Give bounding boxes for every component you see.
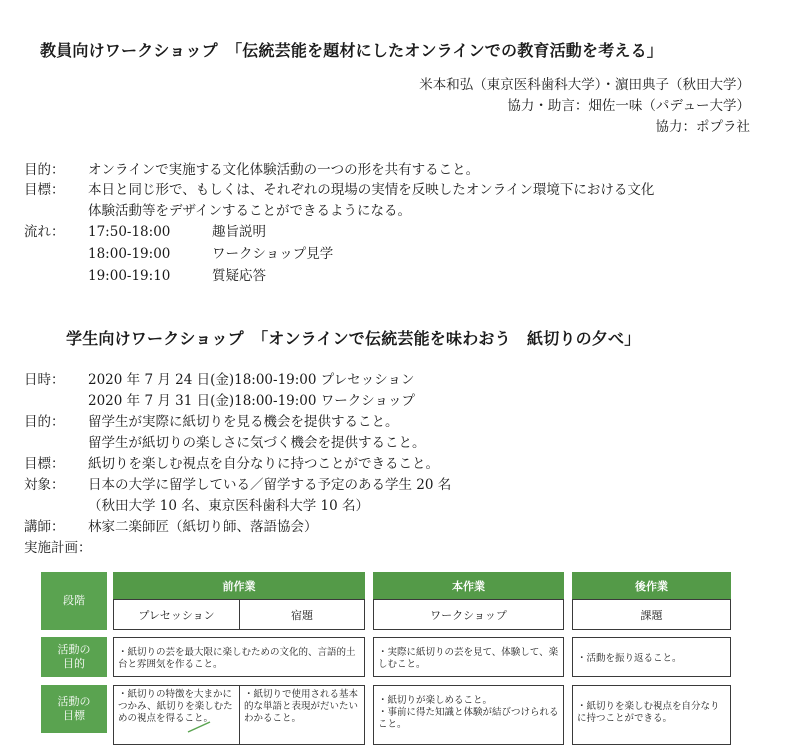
flow-item-3: 質疑応答: [212, 268, 266, 284]
annotation-arrow: [180, 720, 220, 733]
homework-cell: 宿題: [239, 599, 365, 630]
target-2: （秋田大学 10 名、東京医科歯科大学 10 名）: [88, 498, 370, 514]
purpose-pre-text: ・紙切りの芸を最大限に楽しむための文化的、言語的土台と雰囲気を作ること。: [118, 647, 356, 670]
student-goal-label: 目標：: [24, 456, 65, 472]
advisor: 協力・助言：畑佐一味（パデュー大学）: [507, 98, 750, 114]
date-2: 2020 年 7 月 31 日(金)18:00-19:00 ワークショップ: [88, 393, 416, 409]
goal-pre-text-1: ・紙切りの特徴を大まかにつかみ、紙切りを楽しむための視点を得ること。: [118, 689, 233, 724]
teacher-workshop-title: 教員向けワークショップ 「伝統芸能を題材にしたオンラインでの教育活動を考える」: [40, 41, 664, 60]
target-1: 日本の大学に留学している／留学する予定のある学生 20 名: [88, 477, 452, 493]
goal-pre-cell-2: [239, 685, 365, 745]
student-purpose-label: 目的：: [24, 414, 65, 430]
goal-main-text-1: ・紙切りが楽しめること。: [378, 695, 493, 706]
student-workshop-title: 学生向けワークショップ 「オンラインで伝統芸能を味わおう 紙切りの夕べ」: [66, 329, 641, 348]
pre-work-header: 前作業: [113, 572, 365, 599]
goal-post-text: ・紙切りを楽しむ視点を自分なりに持つことができる。: [577, 701, 720, 724]
flow-label: 流れ：: [24, 224, 65, 240]
plan-label: 実施計画：: [24, 540, 92, 556]
presession-cell: プレセッション: [113, 599, 240, 630]
activity-goal-label: 活動の目標: [41, 685, 107, 733]
teacher-purpose-label: 目的：: [24, 162, 65, 178]
goal-pre-text-2: ・紙切りで使用される基本的な単語と表現がだいたいわかること。: [244, 689, 359, 724]
flow-time-1: 17:50-18:00: [88, 224, 171, 240]
purpose-main-text: ・実際に紙切りの芸を見て、体験して、楽しむこと。: [378, 647, 559, 670]
student-goal: 紙切りを楽しむ視点を自分なりに持つことができること。: [88, 456, 439, 472]
student-purpose-1: 留学生が実際に紙切りを見る機会を提供すること。: [88, 414, 399, 430]
date-label: 日時：: [24, 372, 65, 388]
cooperation: 協力：ポプラ社: [655, 119, 750, 135]
teacher-purpose: オンラインで実施する文化体験活動の一つの形を共有すること。: [88, 162, 480, 178]
purpose-main-cell: [373, 637, 564, 677]
teacher-goal-line2: 体験活動等をデザインすることができるようになる。: [88, 203, 412, 219]
student-purpose-2: 留学生が紙切りの楽しさに気づく機会を提供すること。: [88, 435, 426, 451]
purpose-post-cell: [572, 637, 731, 677]
flow-time-3: 19:00-19:10: [88, 268, 171, 284]
main-work-header: 本作業: [373, 572, 564, 599]
target-label: 対象：: [24, 477, 65, 493]
assignment-cell: 課題: [572, 599, 731, 630]
date-1: 2020 年 7 月 24 日(金)18:00-19:00 プレセッション: [88, 372, 415, 388]
goal-pre-cell-1: [113, 685, 240, 745]
goal-main-cell: [373, 685, 564, 745]
flow-item-1: 趣旨説明: [212, 224, 266, 240]
teacher-goal-line1: 本日と同じ形で、もしくは、それぞれの現場の実情を反映したオンライン環境下における文化: [88, 182, 655, 198]
teacher-goal-label: 目標：: [24, 182, 65, 198]
flow-item-2: ワークショップ見学: [212, 246, 334, 262]
instructor-label: 講師：: [24, 519, 65, 535]
post-work-header: 後作業: [572, 572, 731, 599]
instructor: 林家二楽師匠（紙切り師、落語協会）: [88, 519, 318, 535]
authors: 米本和弘（東京医科歯科大学）・濵田典子（秋田大学）: [419, 77, 750, 93]
purpose-pre-cell: [113, 637, 365, 677]
purpose-post-text: ・活動を振り返ること。: [577, 653, 682, 664]
goal-post-cell: [572, 685, 731, 745]
flow-time-2: 18:00-19:00: [88, 246, 171, 262]
stage-label: 段階: [41, 572, 107, 630]
workshop-cell: ワークショップ: [373, 599, 564, 630]
goal-main-text-2: ・事前に得た知識と体験が結びつけられること。: [378, 707, 559, 730]
activity-purpose-label: 活動の目的: [41, 637, 107, 677]
